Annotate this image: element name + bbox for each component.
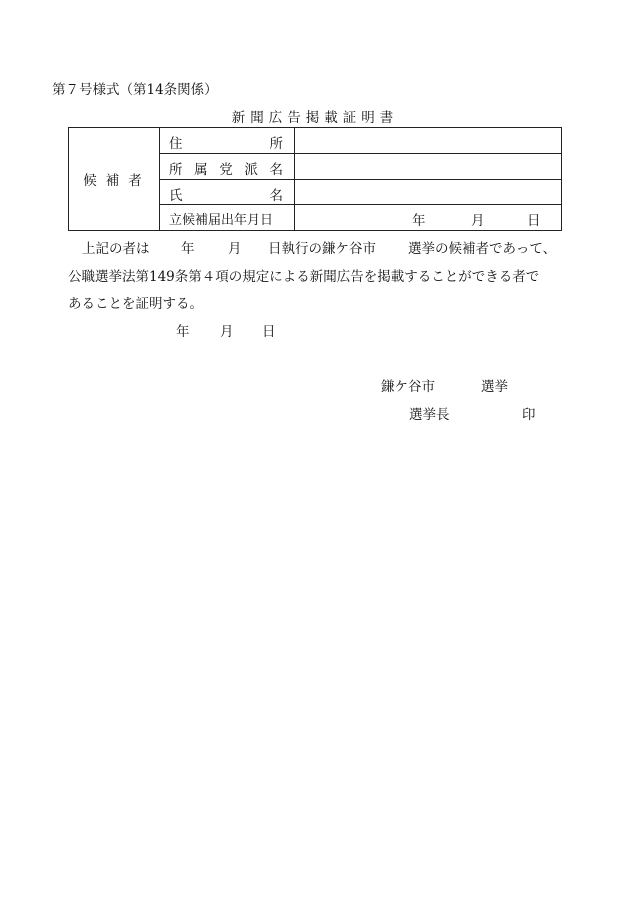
- body-line3: あることを証明する。: [68, 296, 203, 312]
- body-line1-year: 年: [181, 241, 195, 257]
- filing-date-label: 立候補届出年月日: [169, 213, 274, 228]
- body-line2: 公職選挙法第149条第４項の規定による新聞広告を掲載することができる者で: [68, 269, 540, 285]
- body-line1-start: 上記の者は: [82, 241, 150, 257]
- address-label: 住所: [169, 136, 283, 152]
- table-divider: [159, 153, 561, 154]
- issue-month-unit: 月: [220, 324, 234, 340]
- table-divider: [159, 179, 561, 180]
- candidate-label: 候補者: [83, 173, 151, 189]
- party-label: 所属党派名: [169, 162, 283, 178]
- issue-day-unit: 日: [262, 324, 276, 340]
- signature-election: 選挙: [481, 379, 508, 395]
- address-value[interactable]: [302, 132, 552, 150]
- document-title: 新聞広告掲載証明書: [231, 110, 399, 126]
- form-number: 第７号様式（第14条関係）: [52, 82, 218, 98]
- filing-day-unit: 日: [527, 213, 541, 229]
- candidate-table: [68, 127, 562, 231]
- seal-mark: 印: [522, 407, 536, 423]
- filing-month-unit: 月: [471, 213, 485, 229]
- signature-city: 鎌ケ谷市: [381, 379, 435, 395]
- body-line1-month: 月: [228, 241, 242, 257]
- name-value[interactable]: [302, 184, 552, 202]
- table-divider: [159, 204, 561, 205]
- issue-year-unit: 年: [176, 324, 190, 340]
- body-line1-day-text: 日執行の鎌ケ谷市: [268, 241, 376, 257]
- filing-date-value[interactable]: [302, 209, 402, 227]
- name-label: 氏名: [169, 188, 283, 204]
- body-line1-end: 選挙の候補者であって、: [408, 241, 557, 257]
- filing-year-unit: 年: [412, 213, 426, 229]
- signature-official: 選挙長: [409, 407, 450, 423]
- party-value[interactable]: [302, 158, 552, 176]
